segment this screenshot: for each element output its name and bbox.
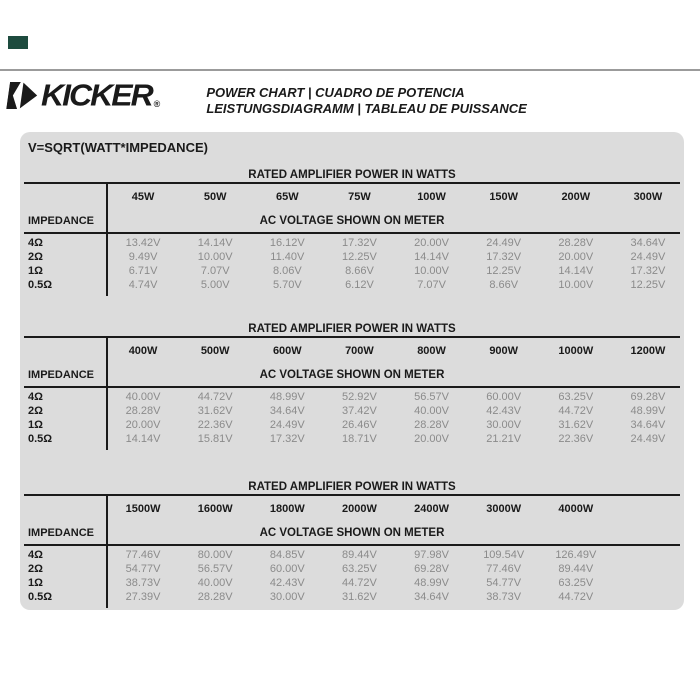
corner-mark xyxy=(8,36,28,49)
voltage-value: 20.00V xyxy=(125,419,161,431)
voltage-value: 56.57V xyxy=(197,563,233,575)
voltage-value: 26.46V xyxy=(342,419,377,431)
voltage-value: 10.00V xyxy=(197,251,233,263)
table-row xyxy=(20,418,684,432)
voltage-value: 12.25V xyxy=(630,279,666,291)
voltage-value: 6.71V xyxy=(128,265,158,277)
watt-header-cell: 1600W xyxy=(197,503,233,515)
title-line-1: POWER CHART | CUADRO DE POTENCIA xyxy=(206,85,465,100)
impedance-column-label: IMPEDANCE xyxy=(28,527,95,539)
voltage-value: 40.00V xyxy=(125,391,161,403)
voltage-value: 89.44V xyxy=(558,563,594,575)
table-title: RATED AMPLIFIER POWER IN WATTS xyxy=(248,323,456,335)
table-row xyxy=(20,432,684,446)
voltage-value: 17.32V xyxy=(486,251,522,263)
voltage-value: 17.32V xyxy=(630,265,666,277)
voltage-value: 30.00V xyxy=(269,591,305,603)
page-header xyxy=(8,78,684,116)
voltage-value: 77.46V xyxy=(125,549,161,561)
voltage-value: 28.28V xyxy=(197,591,233,603)
voltage-value: 34.64V xyxy=(269,405,305,417)
voltage-value: 11.40V xyxy=(270,251,305,263)
voltage-value: 17.32V xyxy=(269,433,305,445)
voltage-value: 34.64V xyxy=(630,237,666,249)
voltage-value xyxy=(612,590,684,604)
impedance-value: 1Ω xyxy=(28,265,43,277)
voltage-value: 38.73V xyxy=(486,591,522,603)
impedance-value: 0.5Ω xyxy=(28,279,53,291)
power-table-1 xyxy=(20,168,684,296)
voltage-value: 44.72V xyxy=(197,391,233,403)
watt-header-cell: 1000W xyxy=(558,345,594,357)
watt-header-cell: 700W xyxy=(345,345,374,357)
voltage-rows xyxy=(20,546,684,604)
voltage-value: 69.28V xyxy=(630,391,666,403)
watt-header-cell: 3000W xyxy=(486,503,522,515)
impedance-value: 2Ω xyxy=(28,251,43,263)
voltage-value: 40.00V xyxy=(414,405,449,417)
voltage-value: 48.99V xyxy=(630,405,666,417)
watt-header-cell: 1800W xyxy=(269,503,305,515)
ac-voltage-label: AC VOLTAGE SHOWN ON METER xyxy=(259,369,445,381)
voltage-value: 9.49V xyxy=(128,251,158,263)
voltage-value: 44.72V xyxy=(558,405,594,417)
voltage-value: 48.99V xyxy=(269,391,305,403)
voltage-value xyxy=(612,548,684,562)
vertical-rule xyxy=(106,184,108,296)
voltage-value: 6.12V xyxy=(345,279,374,291)
kicker-k-icon xyxy=(6,82,40,109)
voltage-value: 60.00V xyxy=(486,391,522,403)
voltage-value: 24.49V xyxy=(486,237,522,249)
voltage-value: 54.77V xyxy=(486,577,522,589)
watt-header-cell: 150W xyxy=(489,191,519,203)
table-title: RATED AMPLIFIER POWER IN WATTS xyxy=(248,169,456,181)
voltage-value: 18.71V xyxy=(342,433,377,445)
voltage-value: 22.36V xyxy=(558,433,594,445)
voltage-value: 14.14V xyxy=(197,237,233,249)
watt-header-cell: 65W xyxy=(276,191,299,203)
table-row xyxy=(20,562,684,576)
table-body xyxy=(20,184,684,296)
voltage-formula: V=SQRT(WATT*IMPEDANCE) xyxy=(28,140,208,155)
voltage-value: 126.49V xyxy=(555,549,597,561)
registered-trademark-symbol: ® xyxy=(153,99,161,109)
voltage-value: 54.77V xyxy=(125,563,161,575)
voltage-value: 44.72V xyxy=(558,591,594,603)
impedance-column-label: IMPEDANCE xyxy=(28,369,95,381)
voltage-value: 77.46V xyxy=(486,563,522,575)
voltage-value: 63.25V xyxy=(558,391,594,403)
watt-header-cell: 4000W xyxy=(558,503,594,515)
voltage-value: 8.66V xyxy=(489,279,519,291)
meter-header-row xyxy=(20,210,684,232)
voltage-value: 48.99V xyxy=(414,577,449,589)
voltage-rows xyxy=(20,234,684,292)
impedance-value: 2Ω xyxy=(28,563,43,575)
ac-voltage-label: AC VOLTAGE SHOWN ON METER xyxy=(259,215,445,227)
voltage-value: 10.00V xyxy=(558,279,594,291)
voltage-value: 4.74V xyxy=(128,279,158,291)
watt-header-cell: 600W xyxy=(272,345,302,357)
voltage-value: 52.92V xyxy=(342,391,377,403)
voltage-value: 34.64V xyxy=(630,419,666,431)
brand-wordmark: KICKER xyxy=(41,77,152,113)
vertical-rule xyxy=(106,496,108,608)
watt-header-cell xyxy=(612,496,684,522)
voltage-value: 24.49V xyxy=(630,433,666,445)
voltage-value: 10.00V xyxy=(414,265,449,277)
table-row xyxy=(20,278,684,292)
voltage-value: 28.28V xyxy=(414,419,449,431)
voltage-value: 38.73V xyxy=(125,577,161,589)
voltage-value: 8.06V xyxy=(272,265,302,277)
table-row xyxy=(20,548,684,562)
voltage-value: 16.12V xyxy=(269,237,305,249)
impedance-value: 4Ω xyxy=(28,237,43,249)
voltage-value: 20.00V xyxy=(414,237,449,249)
power-table-2 xyxy=(20,322,684,450)
top-divider-line xyxy=(0,69,700,71)
impedance-value: 1Ω xyxy=(28,419,43,431)
voltage-value: 20.00V xyxy=(558,251,594,263)
title-line-2: LEISTUNGSDIAGRAMM | TABLEAU DE PUISSANCE xyxy=(206,100,527,116)
table-row xyxy=(20,236,684,250)
impedance-value: 4Ω xyxy=(28,391,43,403)
kicker-logo xyxy=(8,77,161,113)
watt-header-cell: 900W xyxy=(489,345,519,357)
voltage-value: 22.36V xyxy=(197,419,233,431)
table-row xyxy=(20,404,684,418)
watt-header-row xyxy=(20,338,684,364)
meter-header-row xyxy=(20,522,684,544)
ac-voltage-label: AC VOLTAGE SHOWN ON METER xyxy=(259,527,445,539)
voltage-value: 97.98V xyxy=(414,549,449,561)
power-table-3 xyxy=(20,480,684,608)
watt-header-cell: 300W xyxy=(633,191,663,203)
voltage-value: 40.00V xyxy=(197,577,233,589)
watt-header-cell: 100W xyxy=(417,191,446,203)
voltage-value: 12.25V xyxy=(486,265,522,277)
voltage-value: 15.81V xyxy=(197,433,233,445)
voltage-value: 42.43V xyxy=(269,577,305,589)
voltage-value: 8.66V xyxy=(345,265,374,277)
table-row xyxy=(20,576,684,590)
impedance-value: 0.5Ω xyxy=(28,591,53,603)
voltage-value: 63.25V xyxy=(342,563,377,575)
voltage-value: 5.70V xyxy=(272,279,302,291)
voltage-value: 28.28V xyxy=(125,405,161,417)
voltage-value: 14.14V xyxy=(558,265,594,277)
meter-header-row xyxy=(20,364,684,386)
table-row xyxy=(20,390,684,404)
voltage-value: 12.25V xyxy=(342,251,377,263)
watt-header-cell: 45W xyxy=(131,191,155,203)
watt-header-row xyxy=(20,496,684,522)
voltage-value: 37.42V xyxy=(342,405,377,417)
watt-header-cell: 800W xyxy=(417,345,446,357)
voltage-value: 34.64V xyxy=(414,591,449,603)
voltage-value: 24.49V xyxy=(630,251,666,263)
impedance-value: 0.5Ω xyxy=(28,433,53,445)
voltage-rows xyxy=(20,388,684,446)
voltage-value: 28.28V xyxy=(558,237,594,249)
voltage-value: 24.49V xyxy=(269,419,305,431)
voltage-value xyxy=(612,562,684,576)
voltage-value: 44.72V xyxy=(342,577,377,589)
watt-header-cell: 2000W xyxy=(342,503,377,515)
watt-header-cell: 2400W xyxy=(414,503,449,515)
watt-header-cell: 1500W xyxy=(125,503,161,515)
voltage-value: 17.32V xyxy=(342,237,377,249)
watt-header-cell: 200W xyxy=(561,191,591,203)
voltage-value: 31.62V xyxy=(558,419,594,431)
voltage-value: 109.54V xyxy=(483,549,525,561)
voltage-value: 13.42V xyxy=(125,237,161,249)
table-row xyxy=(20,250,684,264)
table-row xyxy=(20,590,684,604)
voltage-value: 14.14V xyxy=(125,433,161,445)
voltage-value: 7.07V xyxy=(200,265,230,277)
impedance-value: 1Ω xyxy=(28,577,43,589)
voltage-value: 31.62V xyxy=(342,591,377,603)
watt-header-cell: 1200W xyxy=(630,345,666,357)
watt-header-cell: 50W xyxy=(203,191,227,203)
impedance-value: 2Ω xyxy=(28,405,43,417)
voltage-value: 20.00V xyxy=(414,433,449,445)
power-chart-panel xyxy=(20,132,684,610)
watt-header-row xyxy=(20,184,684,210)
watt-header-cell: 500W xyxy=(200,345,230,357)
voltage-value: 80.00V xyxy=(197,549,233,561)
voltage-value: 69.28V xyxy=(414,563,449,575)
table-row xyxy=(20,264,684,278)
voltage-value: 56.57V xyxy=(414,391,449,403)
voltage-value xyxy=(612,576,684,590)
voltage-value: 27.39V xyxy=(125,591,161,603)
voltage-value: 84.85V xyxy=(269,549,305,561)
voltage-value: 21.21V xyxy=(486,433,522,445)
table-title: RATED AMPLIFIER POWER IN WATTS xyxy=(248,481,456,493)
voltage-value: 89.44V xyxy=(342,549,377,561)
voltage-value: 30.00V xyxy=(486,419,522,431)
table-body xyxy=(20,496,684,608)
voltage-value: 7.07V xyxy=(417,279,446,291)
voltage-value: 14.14V xyxy=(414,251,449,263)
vertical-rule xyxy=(106,338,108,450)
voltage-value: 60.00V xyxy=(269,563,305,575)
table-body xyxy=(20,338,684,450)
document-title xyxy=(206,85,526,116)
voltage-value: 42.43V xyxy=(486,405,522,417)
voltage-value: 63.25V xyxy=(558,577,594,589)
voltage-value: 5.00V xyxy=(200,279,230,291)
watt-header-cell: 75W xyxy=(348,191,371,203)
watt-header-cell: 400W xyxy=(128,345,158,357)
impedance-column-label: IMPEDANCE xyxy=(28,215,95,227)
impedance-value: 4Ω xyxy=(28,549,43,561)
voltage-value: 31.62V xyxy=(197,405,233,417)
